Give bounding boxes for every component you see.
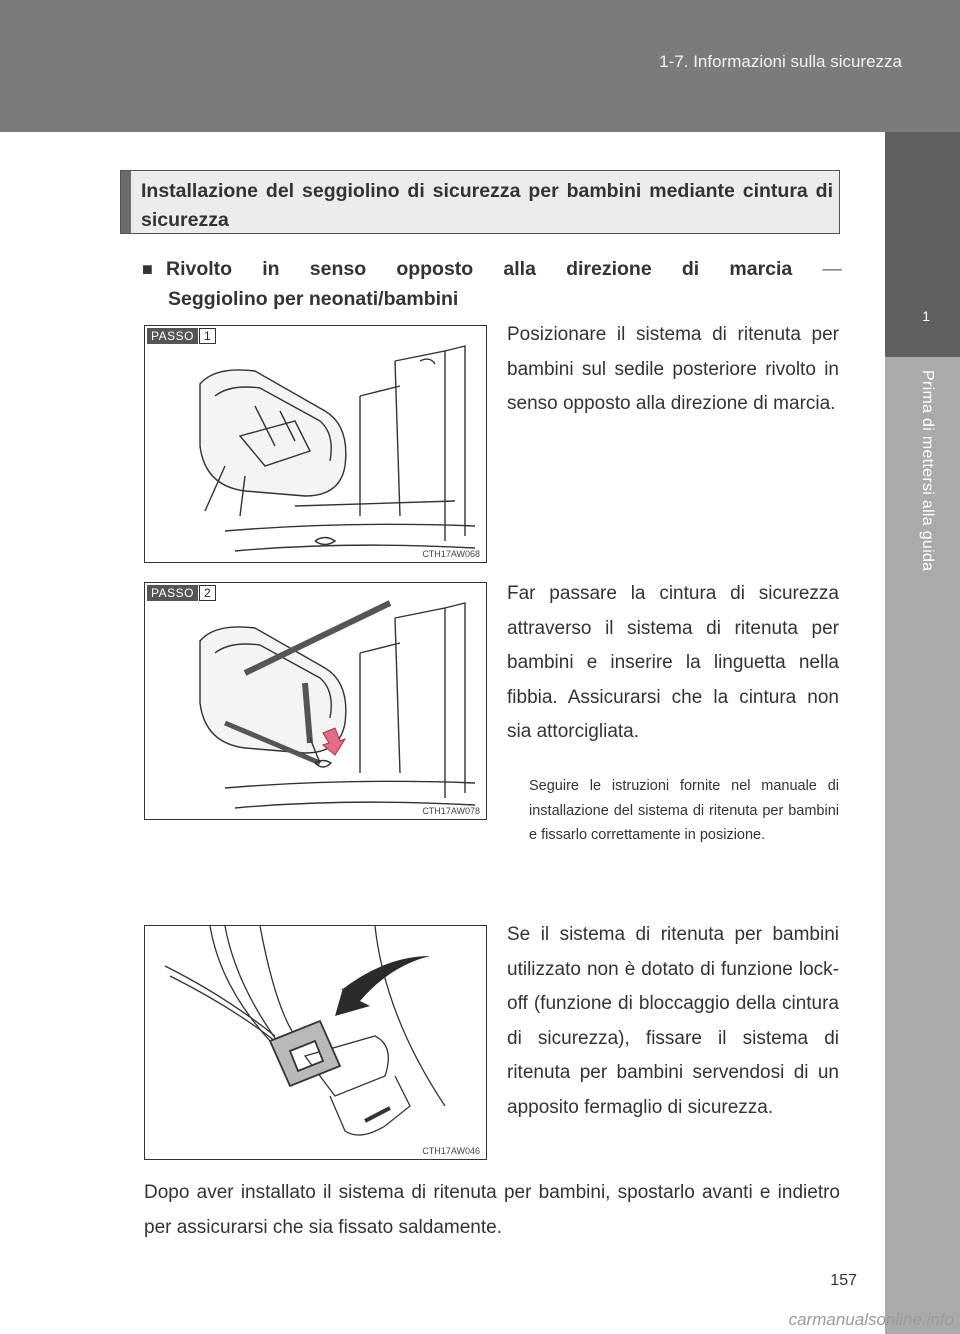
page-number: 157 (830, 1272, 857, 1289)
belt-routing-illustration (145, 583, 487, 820)
square-bullet-icon: ■ (142, 259, 153, 279)
figure-code: CTH17AW046 (422, 1146, 480, 1156)
subheading (142, 254, 842, 314)
subheading-dash: — (822, 258, 842, 280)
subheading-word: Rivolto (166, 258, 233, 280)
section-heading: Installazione del seggiolino di sicurezza per bambini mediante cintura di sicurezza (141, 180, 833, 231)
figure-code: CTH17AW078 (422, 806, 480, 816)
step-badge-label: PASSO (147, 585, 198, 601)
step-1-text: Posizionare il sistema di ritenuta per bambini sul sedile posteriore rivolto in senso opposto alla direzione di marcia. (507, 324, 839, 414)
step-3-text: Se il sistema di ritenuta per bambini utilizzato non è dotato di funzione lock-off (funzione di bloccaggio della cintura di sicurezza), fissare il sistema di ritenuta per bambini servendosi di un apposito fermaglio di sicurezza. (507, 924, 839, 1118)
rear-facing-seat-illustration (145, 326, 487, 563)
chapter-title: Prima di mettersi alla guida (919, 370, 936, 572)
subheading-word: marcia (729, 258, 793, 280)
figure-code: CTH17AW068 (422, 549, 480, 559)
step-badge-number: 1 (199, 328, 216, 344)
subheading-word: alla (503, 258, 536, 280)
section-heading-box (120, 170, 840, 234)
step-badge-number: 2 (199, 585, 216, 601)
subheading-line-1 (142, 254, 842, 284)
figure-step-1 (144, 325, 487, 563)
figure-locking-clip (144, 925, 487, 1160)
section-heading-bar (121, 171, 131, 233)
subheading-word: direzione (566, 258, 652, 280)
locking-clip-illustration (145, 926, 487, 1160)
step-2-text: Far passare la cintura di sicurezza attraverso il sistema di ritenuta per bambini e inserire la linguetta nella fibbia. Assicurarsi che la cintura non sia attorcigliata. (507, 583, 839, 742)
subheading-word: senso (309, 258, 367, 280)
subheading-line-2: Seggiolino per neonati/bambini (168, 288, 459, 310)
subheading-word: in (262, 258, 280, 280)
figure-step-2 (144, 582, 487, 820)
closing-paragraph: Dopo aver installato il sistema di ritenuta per bambini, spostarlo avanti e indietro per assicurarsi che sia fissato saldamente. (144, 1182, 840, 1238)
watermark: carmanualsonline.info (788, 1310, 954, 1329)
step-badge-label: PASSO (147, 328, 198, 344)
step-2-note: Seguire le istruzioni fornite nel manuale di installazione del sistema di ritenuta per bambini e fissarlo correttamente in posizione. (529, 778, 839, 843)
page-header (0, 0, 960, 132)
chapter-number: 1 (922, 308, 930, 324)
subheading-word: di (681, 258, 700, 280)
subheading-word: opposto (396, 258, 474, 280)
header-section-title: 1-7. Informazioni sulla sicurezza (659, 52, 902, 71)
